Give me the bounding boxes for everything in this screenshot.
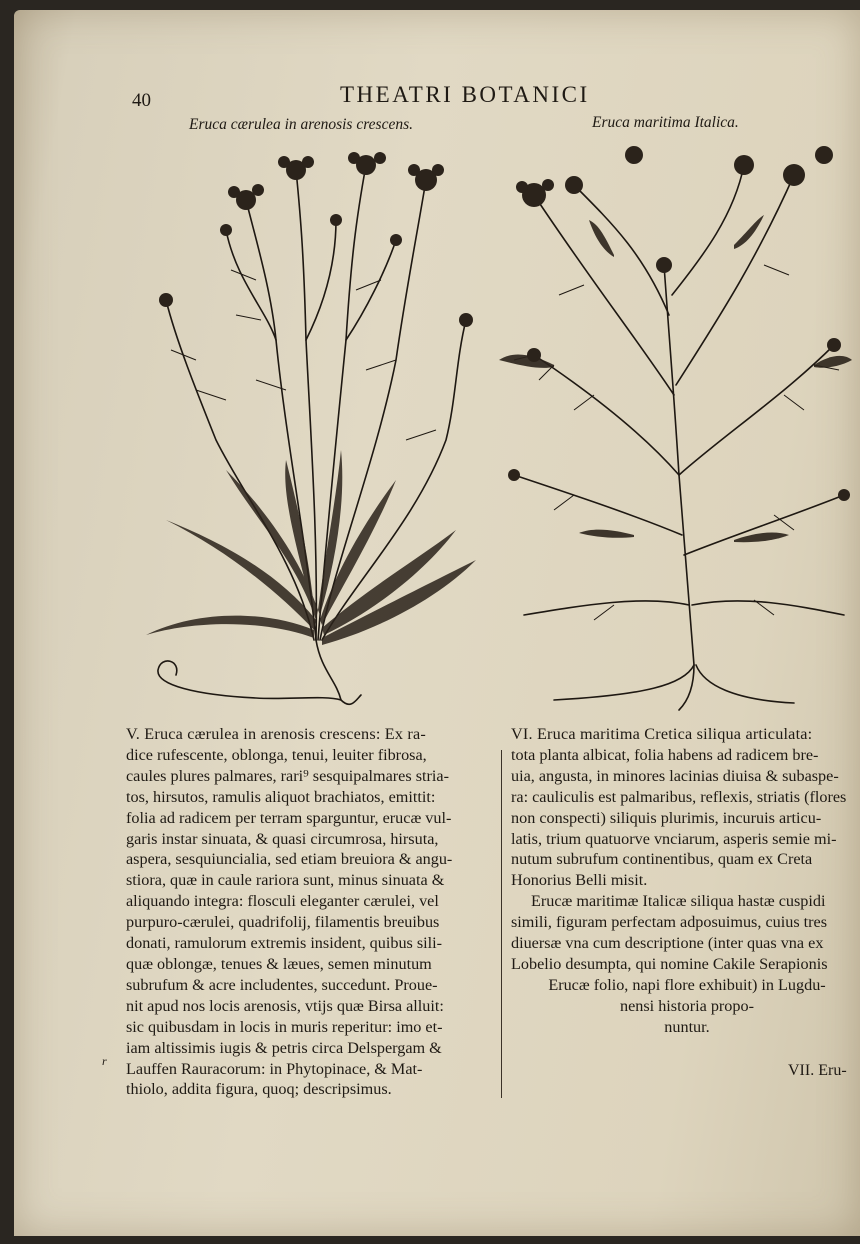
text-line: tota planta albicat, folia habens ad radicem bre-	[511, 745, 819, 764]
text-line: non conspecti) siliquis plurimis, incuruis articu-	[511, 808, 822, 827]
text-line: V. Eruca cærulea in arenosis crescens: Ex ra-	[126, 725, 426, 743]
right-text-column	[511, 724, 860, 1038]
text-line: VI. Eruca maritima Cretica siliqua articulata:	[511, 725, 813, 743]
eruca-maritima-italica-woodcut	[494, 135, 854, 715]
text-line: iam altissimis iugis & petris circa Delspergam &	[126, 1038, 442, 1057]
text-line: uia, angusta, in minores lacinias diuisa & subaspe-	[511, 766, 839, 785]
eruca-caerulea-woodcut	[136, 140, 486, 720]
text-line: nit apud nos locis arenosis, vtijs quæ Birsa alluit:	[126, 996, 444, 1015]
text-line: tos, hirsutos, ramulis aliquot brachiatos, emittit:	[126, 787, 436, 806]
margin-mark: r	[102, 1054, 107, 1068]
text-line: subrufum & acre includentes, succedunt. Proue-	[126, 975, 438, 994]
text-line: aliquando integra: flosculi eleganter cærulei, vel	[126, 892, 439, 911]
text-line: latis, trium quatuorve vnciarum, asperis semie mi-	[511, 829, 837, 848]
text-line: diuersæ vna cum descriptione (inter quas vna ex	[511, 934, 824, 953]
running-head: THEATRI BOTANICI	[340, 82, 590, 107]
text-line: nuntur.	[664, 1017, 710, 1036]
text-line: donati, ramulorum extremis insident, quibus sili-	[126, 934, 443, 953]
text-line: thiolo, addita figura, quoq; descripsimus.	[126, 1080, 392, 1099]
text-line: simili, figuram perfectam adposuimus, cuius tres	[511, 913, 828, 932]
text-line: Honorius Belli misit.	[511, 871, 648, 890]
text-line: purpuro-cærulei, quadrifolij, filamentis breuibus	[126, 913, 440, 932]
text-line: stiora, quæ in caule rariora sunt, minus sinuata &	[126, 871, 445, 890]
text-line: ra: cauliculis est palmaribus, reflexis, striatis (flores	[511, 787, 847, 806]
text-line: garis instar sinuata, & quasi circumrosa, hirsuta,	[126, 829, 439, 848]
text-line: Erucæ maritimæ Italicæ siliqua hastæ cuspidi	[531, 892, 826, 911]
column-divider	[501, 750, 502, 1098]
text-line: caules plures palmares, rari⁹ sesquipalmares stria-	[126, 766, 449, 785]
text-line: folia ad radicem per terram sparguntur, erucæ vul-	[126, 808, 452, 827]
text-line: nensi historia propo-	[620, 996, 754, 1015]
text-line: aspera, sesquiuncialia, sed etiam breuiora & angu-	[126, 850, 453, 869]
text-line: Lauffen Rauracorum: in Phytopinace, & Mat-	[126, 1059, 423, 1078]
text-line: nutum subrufum continentibus, quam ex Creta	[511, 850, 813, 869]
text-line: Lobelio desumpta, qui nomine Cakile Serapionis	[511, 954, 828, 973]
left-text-column	[126, 724, 494, 1100]
book-page	[14, 10, 860, 1236]
text-line: quæ oblongæ, tenues & læues, semen minutum	[126, 954, 432, 973]
text-line: dice rufescente, oblonga, tenui, leuiter fibrosa,	[126, 745, 427, 764]
catchword: VII. Eru-	[788, 1062, 847, 1079]
text-line: sic quibusdam in locis in muris reperitur: imo et-	[126, 1017, 443, 1036]
left-illustration-caption: Eruca cærulea in arenosis crescens.	[189, 116, 413, 133]
page-number: 40	[132, 90, 151, 111]
right-illustration-caption: Eruca maritima Italica.	[592, 114, 739, 131]
text-line: Erucæ folio, napi flore exhibuit) in Lugdu-	[548, 975, 826, 994]
